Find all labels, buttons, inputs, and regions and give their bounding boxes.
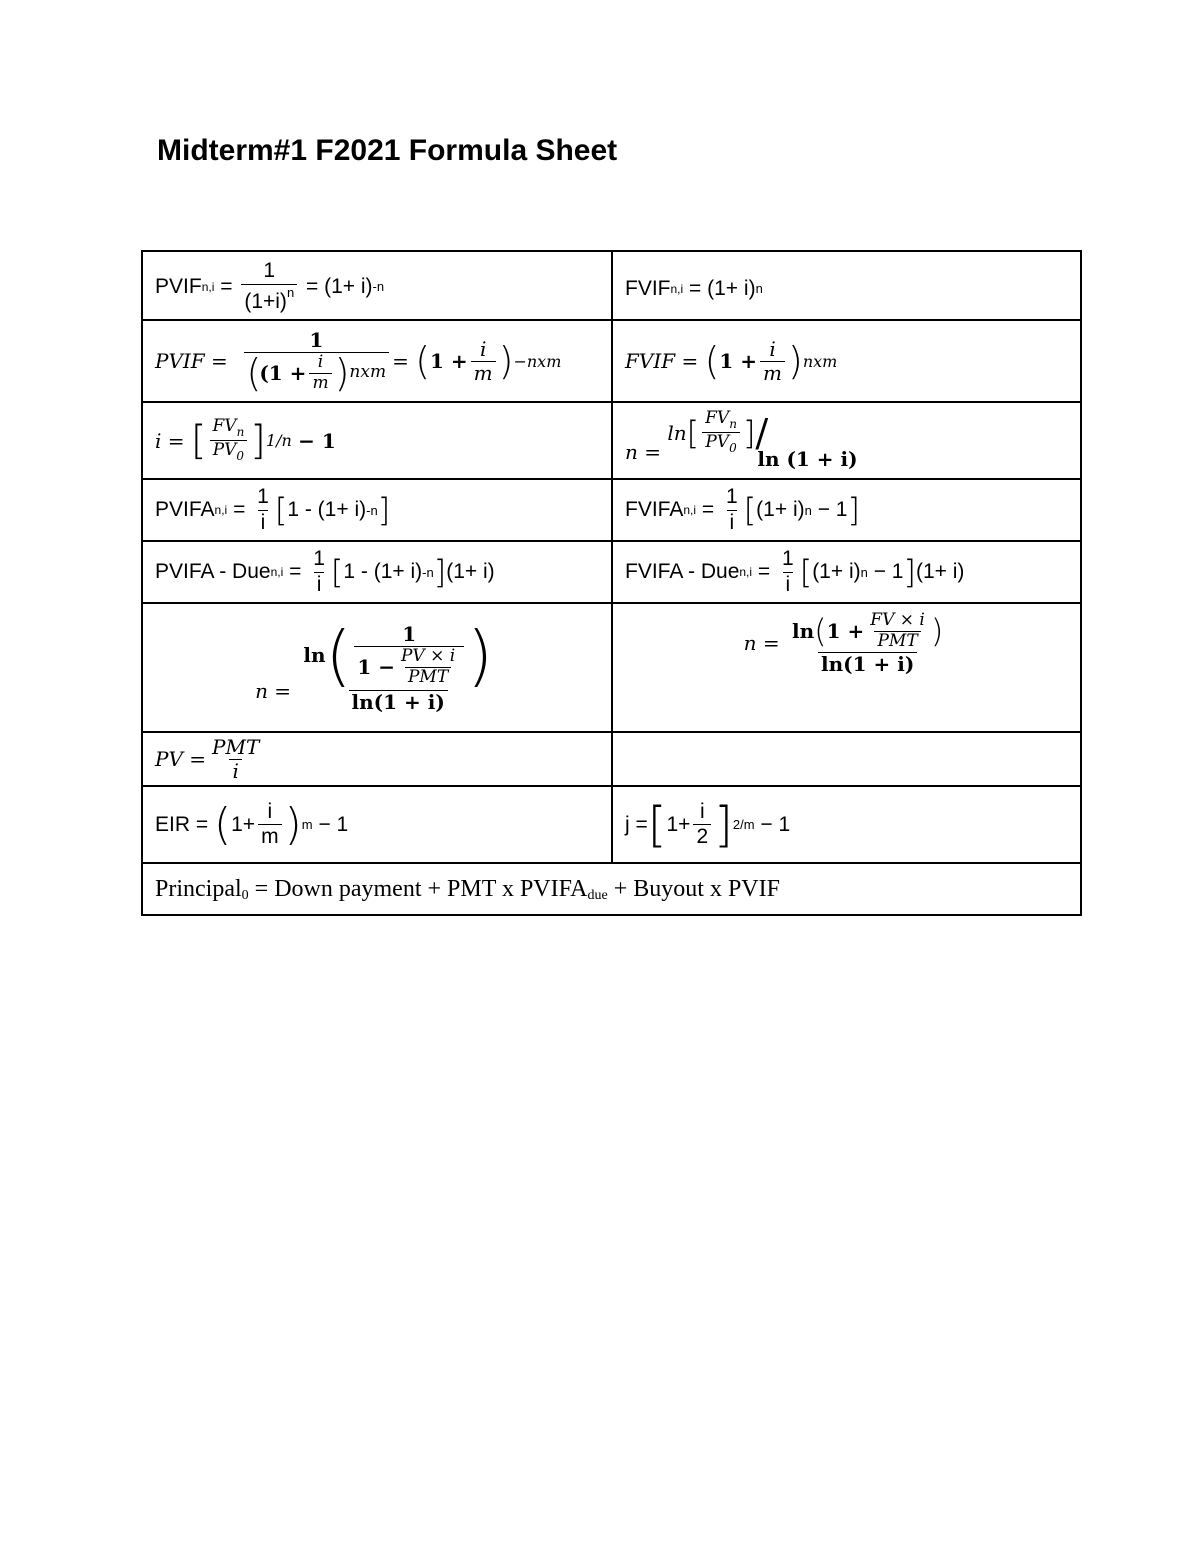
cell-eir: EIR = ( 1+ $\frac{i}{m}$ ) m − 1	[142, 786, 612, 863]
fvifa-label: FVIFA	[625, 498, 684, 521]
table-row	[142, 320, 1081, 402]
cell-j-rate: j = [ 1+ $\frac{i}{2}$ ] 2/m − 1	[612, 786, 1081, 863]
table-row	[142, 251, 1081, 320]
table-row	[142, 603, 1081, 732]
cell-n-pv-annuity: n = ln ( 1 1 − $\frac{PV \times i}{\text{PMT}}$ ) ln(1 + i)	[142, 603, 612, 732]
formula-table	[141, 250, 1082, 916]
cell-pvif-m: PVIF = 1 ( (1 + $\frac{i}{m}$ ) nxm = ( 1 + $\frac{i}{m}$ ) −nxm	[142, 320, 612, 402]
page-title: Midterm#1 F2021 Formula Sheet	[157, 134, 618, 167]
table-row	[142, 479, 1081, 541]
cell-fvifa: FVIFA n,i = $\frac{1}{i}$ [ (1+ i) n − 1 ]	[612, 479, 1081, 541]
fvif-label: FVIF	[625, 276, 671, 300]
cell-fvif-basic: FVIF n,i = (1+ i) n	[612, 251, 1081, 320]
cell-pvifa-due: PVIFA - Due n,i = $\frac{1}{i}$ [ 1 - (1+ i) -n ] (1+ i)	[142, 541, 612, 603]
fvifa-due-label: FVIFA - Due	[625, 560, 740, 583]
table-row	[142, 541, 1081, 603]
table-row	[142, 732, 1081, 786]
cell-n-periods: n = ln [ $\frac{FV_n}{PV_0}$ ] / ln (1 + i)	[612, 402, 1081, 479]
cell-principal	[142, 863, 1081, 915]
cell-pvifa: PVIFA n,i = $\frac{1}{i}$ [ 1 - (1+ i) -n ]	[142, 479, 612, 541]
cell-i-rate: i = [ $\frac{FV_n}{PV_0}$ ] 1/n − 1	[142, 402, 612, 479]
cell-pv-perpetuity: PV = $\frac{\text{PMT}}{i}$	[142, 732, 612, 786]
j-label: j =	[625, 812, 648, 836]
pvif-label: PVIF	[155, 274, 202, 298]
table-row	[142, 863, 1081, 915]
cell-n-fv-annuity: n = ln ( 1 + $\frac{FV \times i}{\text{PMT}}$ ) ln(1 + i)	[612, 603, 1081, 732]
eir-label: EIR =	[155, 812, 209, 836]
pvifa-label: PVIFA	[155, 498, 215, 521]
cell-empty	[612, 732, 1081, 786]
cell-fvif-m: FVIF = ( 1 + $\frac{i}{m}$ ) nxm	[612, 320, 1081, 402]
principal-formula: Principal0 = Down payment + PMT x PVIFAdue + Buyout x PVIF	[155, 876, 780, 903]
table-row	[142, 786, 1081, 863]
cell-pvif-basic: PVIF n,i = $\frac{1}{(1+i)^n}$ = (1+ i) -n	[142, 251, 612, 320]
cell-fvifa-due: FVIFA - Due n,i = $\frac{1}{i}$ [ (1+ i) n − 1 ] (1+ i)	[612, 541, 1081, 603]
pvifa-due-label: PVIFA - Due	[155, 560, 271, 583]
table-row	[142, 402, 1081, 479]
